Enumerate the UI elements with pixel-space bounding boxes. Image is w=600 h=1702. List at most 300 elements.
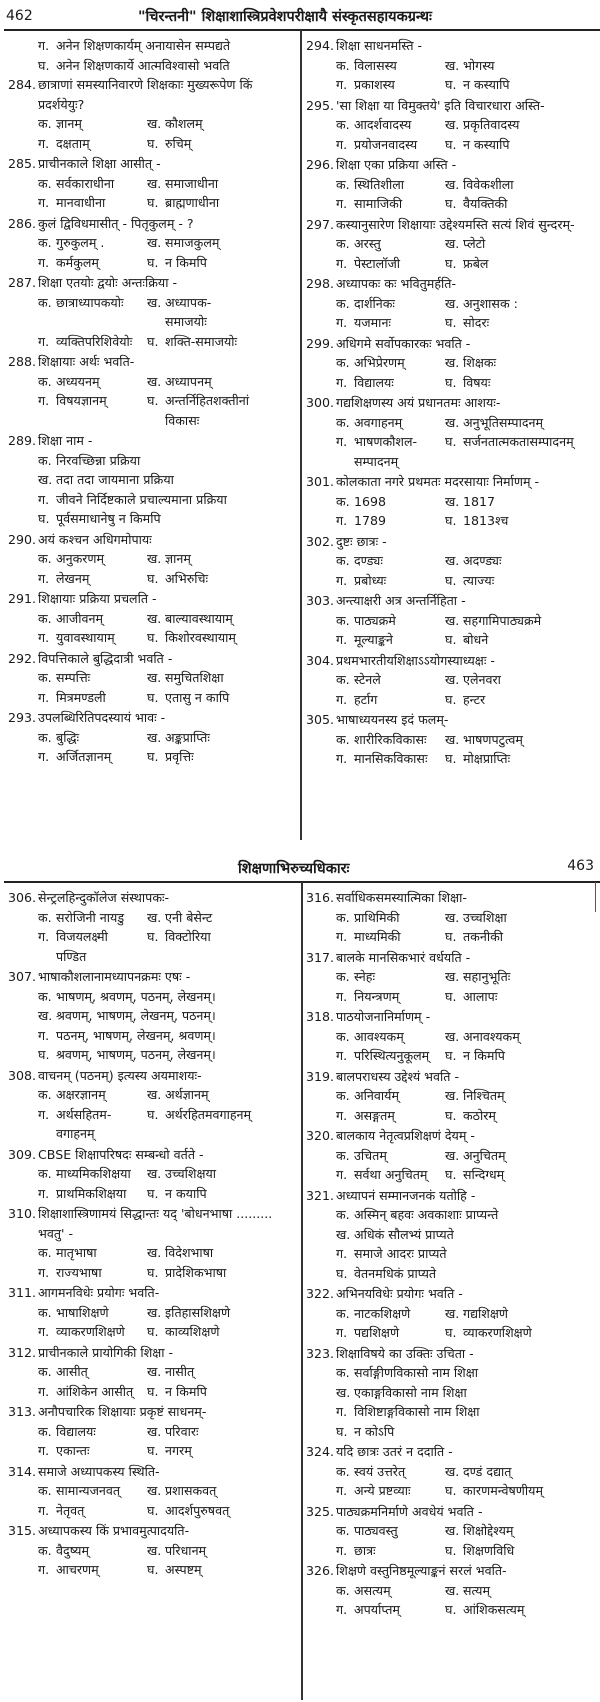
option-text: अनुशासक : xyxy=(463,295,518,311)
question-stem xyxy=(306,96,598,116)
option-text: रुचिम् xyxy=(165,135,192,151)
option xyxy=(38,1501,147,1521)
option-row xyxy=(38,490,300,510)
question-number: 321. xyxy=(306,1187,335,1203)
option xyxy=(445,749,598,769)
question-item xyxy=(8,352,300,430)
option xyxy=(445,234,598,254)
running-title: "चिरन्तनी" शिक्षाशास्त्रिप्रवेशपरीक्षायै संस्कृतसहायकग्रन्थः xyxy=(138,9,432,25)
option-row xyxy=(38,747,300,767)
option-label: घ. xyxy=(147,254,159,270)
question-stem xyxy=(306,1186,598,1206)
option xyxy=(445,1462,598,1482)
option-row xyxy=(38,253,300,273)
option-label: ख. xyxy=(445,1523,460,1538)
option xyxy=(336,1541,445,1561)
option-label: ख. xyxy=(445,1028,460,1044)
option xyxy=(147,1560,300,1580)
option-text: समाजाधीना xyxy=(165,175,219,191)
option-text: नगरम् xyxy=(165,1443,192,1458)
option-text: माध्यमिकी xyxy=(354,929,401,944)
options xyxy=(8,1422,300,1461)
option-text: ब्राह्मणाधीना xyxy=(165,195,220,210)
option xyxy=(445,1027,598,1047)
option-text: शारीरिकविकासः xyxy=(354,731,427,747)
options xyxy=(306,967,598,1006)
option-label: ग. xyxy=(336,315,348,330)
option xyxy=(38,451,300,471)
option xyxy=(147,1303,300,1323)
option-label: घ. xyxy=(445,1483,457,1498)
option-label: क. xyxy=(336,909,350,925)
option xyxy=(445,1086,598,1106)
option-text: त्याज्यः xyxy=(463,572,495,588)
option-text: आदर्शपुरुषवत् xyxy=(165,1502,230,1518)
option-label: क. xyxy=(336,1305,350,1321)
option-text: स्नेहः xyxy=(354,969,376,984)
question-number: 299. xyxy=(306,335,335,351)
option-text: पूर्वसमाधानेषु न किमपि xyxy=(56,511,161,526)
question-number: 303. xyxy=(306,593,335,608)
option-row xyxy=(38,1362,300,1382)
option xyxy=(336,1383,598,1403)
question-item xyxy=(306,274,598,333)
option-text-continued: पण्डित xyxy=(56,948,87,964)
option xyxy=(147,372,300,392)
question-text: प्रथमभारतीयशिक्षाऽऽयोगस्याध्यक्षः - xyxy=(336,652,495,668)
option-row xyxy=(38,1006,300,1026)
option-text: 1813श्च xyxy=(463,513,509,528)
option-label: क. xyxy=(336,672,350,687)
option-row xyxy=(336,1106,598,1126)
option xyxy=(38,1006,300,1026)
option-label: ग. xyxy=(336,196,348,211)
question-text: प्राचीनकाले प्रायोगिकी शिक्षा - xyxy=(38,1344,174,1360)
option-text: भोगस्य xyxy=(463,57,495,73)
option-text: निश्चितम् xyxy=(463,1088,505,1103)
option-label: घ. xyxy=(445,1542,457,1558)
option-row xyxy=(336,1422,598,1442)
option-text: अन्तर्निहितशक्तीनां xyxy=(165,393,250,408)
option-text: नियन्त्रणम् xyxy=(354,988,400,1004)
option-text: शिक्षणविधि xyxy=(463,1542,515,1558)
question-text: अन्त्याक्षरी अत्र अन्तर्निहिता - xyxy=(336,593,466,608)
option xyxy=(147,668,300,688)
option-row xyxy=(38,36,300,56)
option-label: घ. xyxy=(147,333,159,349)
options xyxy=(8,372,300,431)
option-text: छात्रः xyxy=(354,1542,376,1558)
option-text: बाल्यावस्थायाम् xyxy=(165,610,233,626)
option-text: विवेकशीला xyxy=(463,176,514,192)
option xyxy=(336,1304,445,1324)
option-label: ख. xyxy=(38,1008,53,1023)
option-text: पद्यशिक्षणे xyxy=(354,1325,400,1340)
option-text-continued: वगाहनम् xyxy=(56,1126,95,1141)
option xyxy=(147,332,300,352)
option-row xyxy=(336,194,598,214)
option-label: ख. xyxy=(147,909,162,925)
option-row xyxy=(38,1422,300,1442)
question-stem xyxy=(8,1343,300,1363)
option xyxy=(445,373,598,393)
option-row xyxy=(336,1205,598,1225)
option xyxy=(147,1441,300,1461)
option-label: ग. xyxy=(38,1264,50,1280)
option xyxy=(336,135,445,155)
question-text: अध्यापकः कः भवितुमर्हति- xyxy=(336,276,457,291)
question-number: 316. xyxy=(306,890,335,905)
option xyxy=(147,1105,300,1125)
options xyxy=(8,114,300,153)
options xyxy=(306,115,598,154)
option-row xyxy=(336,571,598,591)
options xyxy=(8,609,300,648)
option-label: क. xyxy=(38,729,52,745)
option-text: अनेन शिक्षणकार्यम् अनायासेन सम्पद्यते xyxy=(56,38,231,53)
option-text: निरवच्छिन्ना प्रक्रिया xyxy=(56,452,141,468)
option-label: घ. xyxy=(147,929,159,944)
question-number: 306. xyxy=(8,890,37,905)
option-row xyxy=(336,1383,598,1403)
option-text: वैदुष्यम् xyxy=(56,1542,89,1558)
option-text: माध्यमिकशिक्षया xyxy=(56,1166,131,1181)
option xyxy=(445,1304,598,1324)
question-number: 285. xyxy=(8,156,37,171)
option-label: क. xyxy=(336,969,350,984)
option xyxy=(147,193,300,213)
question-item xyxy=(306,1502,598,1561)
option-label: घ. xyxy=(147,1502,159,1518)
page-number: 463 xyxy=(567,858,594,874)
option-row xyxy=(336,1244,598,1264)
question-text: 'सा शिक्षा या विमुक्तये' इति विचारधारा अस्ति- xyxy=(336,97,545,113)
option-row xyxy=(336,1146,598,1166)
option-text-continued: समाजयोः xyxy=(165,314,207,329)
option-text: सामाजिकी xyxy=(354,196,403,211)
option-row xyxy=(38,1322,300,1342)
question-number: 319. xyxy=(306,1068,335,1084)
option xyxy=(38,1164,147,1184)
option-label: क. xyxy=(38,1542,52,1558)
option xyxy=(445,927,598,947)
option-row xyxy=(336,234,598,254)
option xyxy=(147,688,300,708)
options xyxy=(306,1146,598,1185)
question-item xyxy=(306,888,598,947)
option-label: घ. xyxy=(445,1107,457,1123)
option-label: क. xyxy=(38,988,52,1004)
option-label: ग. xyxy=(38,1562,50,1577)
option-label: क. xyxy=(38,1364,52,1379)
option-text: समाजकुलम् xyxy=(165,235,220,250)
option-label: ग. xyxy=(38,630,50,645)
option-row xyxy=(336,432,598,452)
option-label: ग. xyxy=(336,1542,348,1558)
option-label: ख. xyxy=(147,1423,162,1439)
option-row xyxy=(38,372,300,392)
option-text: विशिष्टाङ्गविकासो नाम शिक्षा xyxy=(354,1404,480,1419)
option-text: जीवने निर्दिष्टकाले प्रचाल्यमाना प्रक्रिया xyxy=(56,491,227,507)
option-text: न कस्यापि xyxy=(463,136,510,152)
option xyxy=(336,1462,445,1482)
question-stem xyxy=(8,1204,300,1224)
option-row xyxy=(38,1243,300,1263)
question-number: 300. xyxy=(306,395,335,410)
question-text: सर्वाधिकसमस्यात्मिका शिक्षा- xyxy=(336,890,467,905)
option-text: हर्टाग xyxy=(354,691,378,707)
option-row xyxy=(336,313,598,333)
option-row xyxy=(38,233,300,253)
option-row xyxy=(38,987,300,1007)
question-text: CBSE शिक्षापरिषदः सम्बन्धो वर्तते - xyxy=(38,1146,204,1162)
option-text: दार्शनिकः xyxy=(354,295,395,311)
option-text: श्रवणम्, भाषणम्, पठनम्, लेखनम्। xyxy=(56,1047,216,1062)
option-text: सोदरः xyxy=(463,315,490,330)
option xyxy=(38,391,147,411)
option xyxy=(147,728,300,748)
option xyxy=(336,1521,445,1541)
question-text: प्राचीनकाले शिक्षा आसीत् - xyxy=(38,156,161,171)
option-row xyxy=(38,668,300,688)
option-text: तकनीकी xyxy=(463,929,504,944)
options xyxy=(8,1303,300,1342)
question-text: अध्यापकस्य किं प्रभावमुत्पादयति- xyxy=(38,1523,190,1538)
option-row xyxy=(336,1323,598,1343)
question-item xyxy=(8,967,300,1065)
question-stem xyxy=(306,532,598,552)
question-item xyxy=(8,431,300,529)
option-row xyxy=(336,1086,598,1106)
option xyxy=(38,1026,300,1046)
option-label: ग. xyxy=(38,1185,50,1201)
option xyxy=(445,1521,598,1541)
question-text: अनौपचारिक शिक्षायाः प्रकृष्टं साधनम्- xyxy=(38,1404,207,1419)
option xyxy=(147,1164,300,1184)
option-row xyxy=(38,1026,300,1046)
question-number: 286. xyxy=(8,215,37,231)
option-label: क. xyxy=(38,1245,52,1260)
question-stem xyxy=(306,1502,598,1522)
option-text: पेस्टालॉजी xyxy=(354,255,401,271)
question-number: 284. xyxy=(8,77,37,92)
option-label: ग. xyxy=(38,929,50,944)
column-divider xyxy=(300,30,302,840)
options xyxy=(306,1521,598,1560)
option-label: घ. xyxy=(147,1324,159,1339)
option-text: अन्ये प्रष्टव्याः xyxy=(354,1483,411,1498)
option xyxy=(38,293,147,313)
option-text: अनेन शिक्षणकार्ये आत्मविश्वासो भवति xyxy=(56,57,230,73)
question-text: शिक्षा एका प्रक्रिया अस्ति - xyxy=(336,157,457,172)
option-label: ख. xyxy=(147,1087,162,1102)
option-label: क. xyxy=(336,1207,350,1222)
option-text: एलेनवरा xyxy=(463,672,501,687)
option-text: आजीवनम् xyxy=(56,610,103,626)
option-text: अस्मिन् बहवः अवकाशाः प्राप्यन्ते xyxy=(354,1207,499,1222)
options xyxy=(306,611,598,650)
option-text: अवगाहनम् xyxy=(354,414,403,430)
option-text: विक्टोरिया xyxy=(165,929,211,944)
option-text: अरस्तु xyxy=(354,236,381,251)
option-label: घ. xyxy=(147,749,159,764)
option-text: कारणमन्वेषणीयम् xyxy=(463,1483,543,1498)
option-text: कर्मकुलम् xyxy=(56,254,99,270)
option-row xyxy=(336,1027,598,1047)
option xyxy=(38,987,300,1007)
option-label: क. xyxy=(38,551,52,566)
option-label: क. xyxy=(336,295,350,311)
option-text: सर्वकाराधीना xyxy=(56,175,115,191)
question-item xyxy=(306,215,598,274)
option-label: ग. xyxy=(336,1404,348,1419)
option-label: ख. xyxy=(147,1364,162,1379)
question-item xyxy=(8,1283,300,1342)
question-item xyxy=(8,888,300,966)
option-label: घ. xyxy=(445,1602,457,1617)
option-row xyxy=(38,1263,300,1283)
question-item xyxy=(8,1204,300,1282)
option-row xyxy=(336,254,598,274)
options xyxy=(8,728,300,767)
options xyxy=(8,1243,300,1282)
options xyxy=(306,908,598,947)
option-row xyxy=(336,690,598,710)
option-row xyxy=(336,1462,598,1482)
option-row xyxy=(336,492,598,512)
option-text: प्रकाशस्य xyxy=(354,77,395,92)
option xyxy=(38,668,147,688)
question-item xyxy=(306,1284,598,1343)
option-row xyxy=(336,987,598,1007)
question-stem xyxy=(8,649,300,669)
option-text: प्रवृत्तिः xyxy=(165,749,194,764)
options xyxy=(306,1205,598,1283)
option-row xyxy=(38,451,300,471)
option-text: युवावस्थायाम् xyxy=(56,630,115,645)
option-label: ग. xyxy=(336,1483,348,1498)
options xyxy=(306,1027,598,1066)
option xyxy=(38,628,147,648)
question-text: वाचनम् (पठनम्) इत्यस्य अयमाशयः- xyxy=(38,1067,202,1083)
option-label: ख. xyxy=(445,612,460,628)
question-stem xyxy=(306,334,598,354)
option-row xyxy=(336,670,598,690)
option-row xyxy=(38,1382,300,1402)
option xyxy=(336,1225,598,1245)
option-row xyxy=(38,1085,300,1105)
option-label: ख. xyxy=(38,472,53,487)
option-text: अनिवार्यम् xyxy=(354,1088,399,1103)
question-number: 326. xyxy=(306,1563,335,1578)
option-label: क. xyxy=(38,670,52,685)
option-text: अनुचितम् xyxy=(463,1147,506,1163)
option xyxy=(445,492,598,512)
left-column xyxy=(8,36,300,768)
question-number: 312. xyxy=(8,1344,37,1360)
option-label: घ. xyxy=(445,255,457,271)
option-text: प्रकृतिवादस्य xyxy=(463,117,520,132)
option-text: स्टेनले xyxy=(354,672,381,687)
option-label: घ. xyxy=(336,1265,348,1281)
option xyxy=(38,1105,147,1125)
option-label: ग. xyxy=(336,136,348,152)
option xyxy=(445,987,598,1007)
option-row xyxy=(38,908,300,928)
options xyxy=(306,670,598,709)
option xyxy=(38,1560,147,1580)
option xyxy=(38,470,300,490)
option-text: उचितम् xyxy=(354,1147,387,1163)
option xyxy=(336,967,445,987)
option-label: ग. xyxy=(38,1324,50,1339)
option-label: ख. xyxy=(445,553,460,568)
question-number: 315. xyxy=(8,1523,37,1538)
question-item xyxy=(306,472,598,531)
question-stem xyxy=(8,273,300,293)
option-text: वेतनमधिकं प्राप्यते xyxy=(354,1265,437,1281)
option-text: किशोरवस्थायाम् xyxy=(165,630,236,645)
option-label: क. xyxy=(336,1028,350,1044)
question-stem xyxy=(8,708,300,728)
option-text: मानसिकविकासः xyxy=(354,751,428,766)
option xyxy=(336,1244,598,1264)
option-text: काव्यशिक्षणे xyxy=(165,1324,220,1339)
option-label: क. xyxy=(38,116,52,131)
option-row xyxy=(38,1560,300,1580)
option-text: 1789 xyxy=(354,513,387,528)
question-text: पाठ्यक्रमनिर्माणे अवधेयं भवति - xyxy=(336,1503,483,1519)
option xyxy=(336,1581,445,1601)
header-rule xyxy=(4,29,600,31)
option xyxy=(336,630,445,650)
option xyxy=(336,690,445,710)
question-number: 297. xyxy=(306,216,335,232)
option-text: बुद्धिः xyxy=(56,729,80,745)
option-label: घ. xyxy=(445,572,457,588)
option-label: ख. xyxy=(445,969,460,984)
option xyxy=(147,1085,300,1105)
option xyxy=(336,492,445,512)
question-item xyxy=(306,36,598,95)
option xyxy=(38,728,147,748)
option xyxy=(38,233,147,253)
option-row xyxy=(336,1541,598,1561)
option xyxy=(38,174,147,194)
option-text: सरोजिनी नायडु xyxy=(56,909,125,925)
question-text: बालकाय नेतृत्वप्रशिक्षणं देयम् - xyxy=(336,1128,475,1143)
option-label: क. xyxy=(38,1166,52,1181)
option-row xyxy=(38,569,300,589)
option-row xyxy=(336,611,598,631)
option-text: श्रवणम्, भाषणम्, लेखनम्, पठनम्। xyxy=(56,1008,216,1023)
option xyxy=(336,1264,598,1284)
option-text: मानवाधीना xyxy=(56,195,106,210)
option-text: आंशिकसत्यम् xyxy=(463,1602,525,1617)
options xyxy=(306,234,598,273)
option-row xyxy=(38,1184,300,1204)
question-number: 307. xyxy=(8,969,37,984)
option xyxy=(336,551,445,571)
option-row xyxy=(38,174,300,194)
option xyxy=(445,611,598,631)
question-number: 294. xyxy=(306,38,335,53)
option-text: मातृभाषा xyxy=(56,1245,97,1260)
option xyxy=(336,987,445,1007)
question-item xyxy=(8,708,300,767)
option-label: ख. xyxy=(147,1166,162,1181)
option-label: ख. xyxy=(147,373,162,389)
